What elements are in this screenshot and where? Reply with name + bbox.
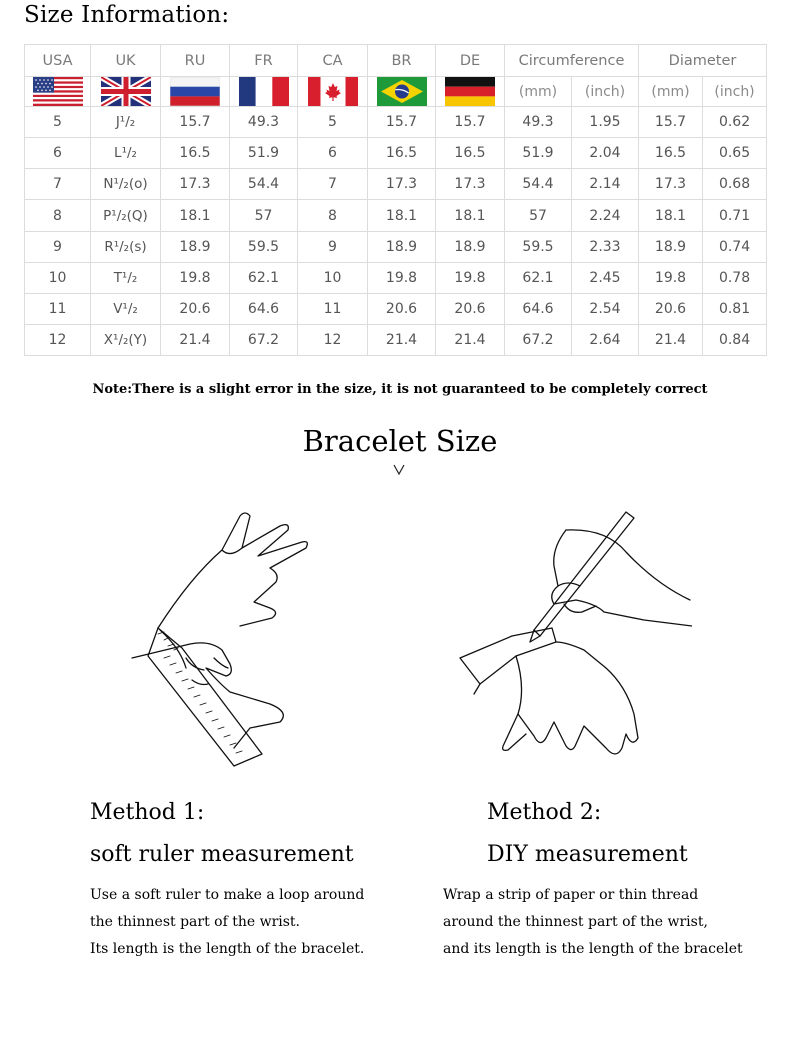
cell-br: 17.3 <box>368 169 436 200</box>
cell-circ-mm: 49.3 <box>505 107 572 138</box>
cell-de: 18.9 <box>436 231 505 262</box>
table-row <box>25 231 767 262</box>
method-2-heading: Method 2: <box>487 800 602 825</box>
cell-de: 15.7 <box>436 107 505 138</box>
header-diameter: Diameter <box>639 45 767 77</box>
cell-circ-inch: 2.33 <box>572 231 639 262</box>
cell-circ-mm: 51.9 <box>505 138 572 169</box>
cell-circ-mm: 54.4 <box>505 169 572 200</box>
table-row <box>25 107 767 138</box>
cell-br: 15.7 <box>368 107 436 138</box>
cell-circ-mm: 67.2 <box>505 324 572 355</box>
method-1-line: Its length is the length of the bracelet. <box>90 941 365 957</box>
header-usa: USA <box>25 45 91 77</box>
bracelet-size-title: Bracelet Size <box>302 424 498 458</box>
cell-circ-mm: 59.5 <box>505 231 572 262</box>
canada-flag-icon <box>308 77 358 106</box>
cell-dia-inch: 0.78 <box>703 262 767 293</box>
germany-flag-icon <box>445 77 495 106</box>
cell-ru: 18.1 <box>161 200 230 231</box>
chevron-down-icon <box>392 462 406 476</box>
cell-uk: J¹/₂ <box>91 107 161 138</box>
cell-ru: 15.7 <box>161 107 230 138</box>
cell-dia-inch: 0.68 <box>703 169 767 200</box>
cell-dia-mm: 21.4 <box>639 324 703 355</box>
cell-fr: 62.1 <box>230 262 298 293</box>
method-1-subtitle: soft ruler measurement <box>90 842 354 867</box>
cell-dia-mm: 15.7 <box>639 107 703 138</box>
cell-ca: 5 <box>298 107 368 138</box>
method-2-description <box>443 882 743 963</box>
cell-ca: 8 <box>298 200 368 231</box>
flag-row <box>25 77 767 107</box>
cell-br: 20.6 <box>368 293 436 324</box>
header-circumference: Circumference <box>505 45 639 77</box>
cell-usa: 7 <box>25 169 91 200</box>
russia-flag-icon <box>170 77 220 106</box>
cell-usa: 8 <box>25 200 91 231</box>
page-title: Size Information: <box>24 2 230 28</box>
cell-usa: 9 <box>25 231 91 262</box>
cell-dia-inch: 0.65 <box>703 138 767 169</box>
cell-dia-inch: 0.74 <box>703 231 767 262</box>
cell-ca: 6 <box>298 138 368 169</box>
method-2-line: Wrap a strip of paper or thin thread <box>443 887 699 903</box>
cell-usa: 12 <box>25 324 91 355</box>
cell-br: 19.8 <box>368 262 436 293</box>
cell-ru: 16.5 <box>161 138 230 169</box>
cell-ca: 11 <box>298 293 368 324</box>
uk-flag-icon <box>101 77 151 106</box>
method-1-line: the thinnest part of the wrist. <box>90 914 301 930</box>
cell-circ-inch: 2.24 <box>572 200 639 231</box>
brazil-flag-icon <box>377 77 427 106</box>
cell-circ-inch: 1.95 <box>572 107 639 138</box>
cell-br: 16.5 <box>368 138 436 169</box>
method-1-heading: Method 1: <box>90 800 205 825</box>
cell-ca: 7 <box>298 169 368 200</box>
method-2-subtitle: DIY measurement <box>487 842 688 867</box>
unit-circ-mm: (mm) <box>505 77 572 107</box>
cell-de: 21.4 <box>436 324 505 355</box>
cell-circ-inch: 2.14 <box>572 169 639 200</box>
cell-ru: 18.9 <box>161 231 230 262</box>
cell-circ-inch: 2.04 <box>572 138 639 169</box>
cell-de: 17.3 <box>436 169 505 200</box>
cell-br: 21.4 <box>368 324 436 355</box>
cell-usa: 6 <box>25 138 91 169</box>
table-row <box>25 262 767 293</box>
cell-ru: 17.3 <box>161 169 230 200</box>
cell-dia-inch: 0.81 <box>703 293 767 324</box>
cell-circ-inch: 2.64 <box>572 324 639 355</box>
cell-circ-mm: 64.6 <box>505 293 572 324</box>
cell-de: 18.1 <box>436 200 505 231</box>
cell-fr: 49.3 <box>230 107 298 138</box>
cell-uk: V¹/₂ <box>91 293 161 324</box>
cell-circ-inch: 2.54 <box>572 293 639 324</box>
cell-circ-inch: 2.45 <box>572 262 639 293</box>
cell-uk: X¹/₂(Y) <box>91 324 161 355</box>
table-header-row <box>25 45 767 77</box>
unit-circ-inch: (inch) <box>572 77 639 107</box>
cell-fr: 59.5 <box>230 231 298 262</box>
cell-fr: 54.4 <box>230 169 298 200</box>
cell-fr: 57 <box>230 200 298 231</box>
header-ru: RU <box>161 45 230 77</box>
cell-dia-mm: 16.5 <box>639 138 703 169</box>
size-table <box>24 44 767 356</box>
soft-ruler-wrist-icon <box>130 508 320 770</box>
cell-dia-inch: 0.62 <box>703 107 767 138</box>
table-row <box>25 293 767 324</box>
cell-uk: T¹/₂ <box>91 262 161 293</box>
cell-dia-mm: 18.9 <box>639 231 703 262</box>
paper-strip-wrist-icon <box>456 508 692 768</box>
cell-dia-mm: 18.1 <box>639 200 703 231</box>
cell-br: 18.1 <box>368 200 436 231</box>
cell-de: 16.5 <box>436 138 505 169</box>
method-1-line: Use a soft ruler to make a loop around <box>90 887 365 903</box>
cell-usa: 11 <box>25 293 91 324</box>
cell-ru: 19.8 <box>161 262 230 293</box>
usa-flag-icon <box>33 77 83 106</box>
france-flag-icon <box>239 77 289 106</box>
table-row <box>25 138 767 169</box>
method-2-line: and its length is the length of the bracelet <box>443 941 743 957</box>
cell-ru: 21.4 <box>161 324 230 355</box>
header-ca: CA <box>298 45 368 77</box>
size-note: Note:There is a slight error in the size, it is not guaranteed to be completely correct <box>92 382 708 397</box>
unit-dia-mm: (mm) <box>639 77 703 107</box>
cell-dia-mm: 19.8 <box>639 262 703 293</box>
cell-uk: L¹/₂ <box>91 138 161 169</box>
cell-circ-mm: 57 <box>505 200 572 231</box>
cell-ca: 9 <box>298 231 368 262</box>
method-1-description <box>90 882 364 963</box>
header-br: BR <box>368 45 436 77</box>
cell-uk: P¹/₂(Q) <box>91 200 161 231</box>
table-row <box>25 200 767 231</box>
cell-de: 19.8 <box>436 262 505 293</box>
cell-uk: R¹/₂(s) <box>91 231 161 262</box>
cell-ca: 10 <box>298 262 368 293</box>
cell-dia-mm: 20.6 <box>639 293 703 324</box>
cell-usa: 10 <box>25 262 91 293</box>
cell-ca: 12 <box>298 324 368 355</box>
cell-de: 20.6 <box>436 293 505 324</box>
cell-fr: 67.2 <box>230 324 298 355</box>
cell-usa: 5 <box>25 107 91 138</box>
cell-dia-inch: 0.71 <box>703 200 767 231</box>
cell-fr: 64.6 <box>230 293 298 324</box>
header-uk: UK <box>91 45 161 77</box>
unit-dia-inch: (inch) <box>703 77 767 107</box>
cell-circ-mm: 62.1 <box>505 262 572 293</box>
table-row <box>25 324 767 355</box>
header-fr: FR <box>230 45 298 77</box>
header-de: DE <box>436 45 505 77</box>
cell-ru: 20.6 <box>161 293 230 324</box>
method-2-line: around the thinnest part of the wrist, <box>443 914 708 930</box>
cell-br: 18.9 <box>368 231 436 262</box>
cell-fr: 51.9 <box>230 138 298 169</box>
table-row <box>25 169 767 200</box>
cell-dia-inch: 0.84 <box>703 324 767 355</box>
cell-dia-mm: 17.3 <box>639 169 703 200</box>
cell-uk: N¹/₂(o) <box>91 169 161 200</box>
